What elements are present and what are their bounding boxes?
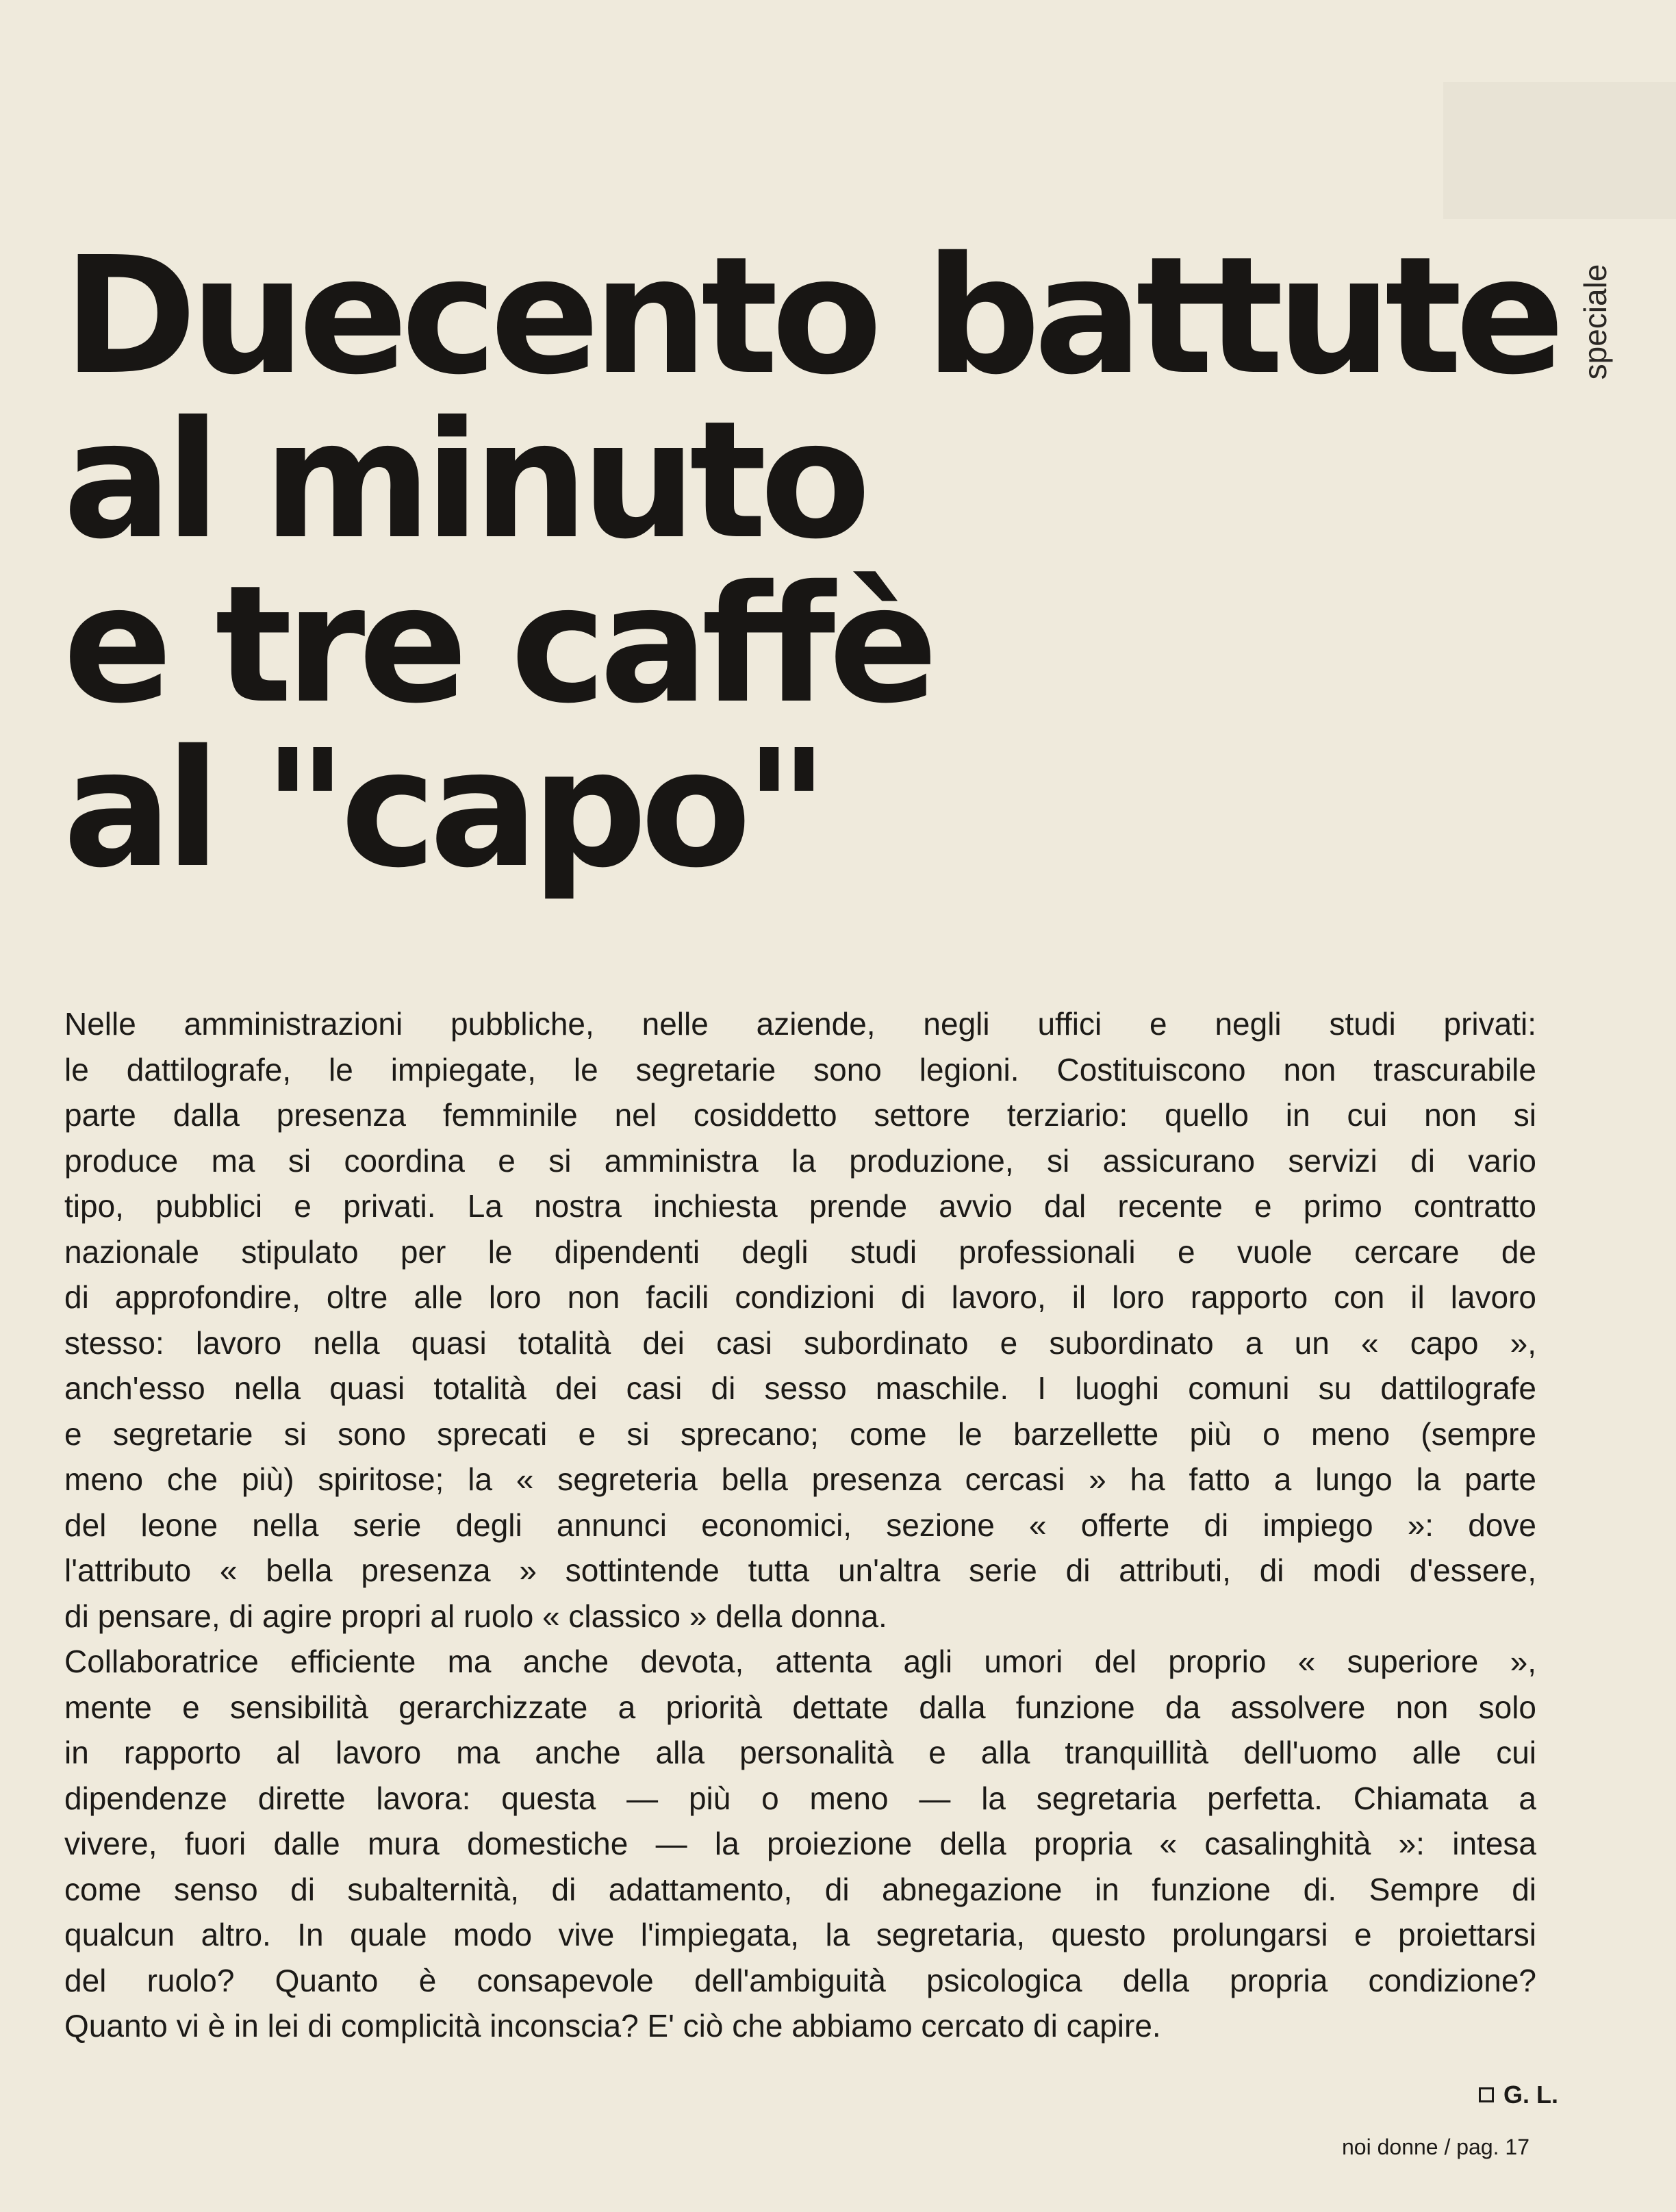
page-number: pag. 17 [1456,2135,1530,2159]
article-line: Collaboratrice efficiente ma anche devota, attenta agli umori del proprio « superiore », [64,1644,1536,1679]
article-line: anch'esso nella quasi totalità dei casi di sesso maschile. I luoghi comuni su dattilografe [64,1370,1536,1406]
article-line: di pensare, di agire propri al ruolo « classico » della donna. [64,1598,887,1634]
section-label-text: speciale [1577,264,1613,380]
author-signature [1479,2081,1558,2109]
footer-separator: / [1444,2135,1451,2159]
article-line: dipendenze dirette lavora: questa — più o meno — la segretaria perfetta. Chiamata a [64,1780,1536,1816]
article-line: mente e sensibilità gerarchizzate a priorità dettate dalla funzione da assolvere non solo [64,1689,1536,1725]
headline-line: e tre caffè [63,551,932,739]
square-bullet-icon [1479,2087,1494,2102]
article-line: nazionale stipulato per le dipendenti degli studi professionali e vuole cercare de [64,1233,1536,1270]
article-line: e segretarie si sono sprecati e si sprecano; come le barzellette più o meno (sempre [64,1416,1536,1452]
article-line: Nelle amministrazioni pubbliche, nelle aziende, negli uffici e negli studi privati: [64,1006,1536,1042]
article-line: del leone nella serie degli annunci economici, sezione « offerte di impiego »: dove [64,1507,1536,1543]
article-line: come senso di subalternità, di adattamento, di abnegazione in funzione di. Sempre di [64,1871,1536,1907]
article-line: stesso: lavoro nella quasi totalità dei casi subordinato e subordinato a un « capo », [64,1324,1536,1361]
article-line: Quanto vi è in lei di complicità inconscia? E' ciò che abbiamo cercato di capire. [64,2008,1161,2044]
article-line: vivere, fuori dalle mura domestiche — la proiezione della propria « casalinghità »: intesa [64,1826,1536,1861]
page-footer [1342,2135,1529,2160]
article-line: del ruolo? Quanto è consapevole dell'ambiguità psicologica della propria condizione? [64,1962,1536,1998]
article-line: di approfondire, oltre alle loro non facili condizioni di lavoro, il loro rapporto con il lavoro [64,1279,1536,1315]
section-label [1575,243,1616,401]
article-line: qualcun altro. In quale modo vive l'impiegata, la segretaria, questo prolungarsi e proiettarsi [64,1917,1536,1952]
headline-line: Duecento battute [63,222,1558,410]
article-body [64,1001,1536,2049]
article-line: tipo, pubblici e privati. La nostra inchiesta prende avvio dal recente e primo contratto [64,1188,1536,1224]
article-line: parte dalla presenza femminile nel cosiddetto settore terziario: quello in cui non si [64,1097,1536,1133]
article-line: meno che più) spiritose; la « segreteria bella presenza cercasi » ha fatto a lungo la parte [64,1461,1536,1497]
article-line: le dattilografe, le impiegate, le segretarie sono legioni. Costituiscono non trascurabile [64,1051,1536,1088]
bleed-through-block [1443,82,1676,219]
article-line: produce ma si coordina e si amministra la produzione, si assicurano servizi di vario [64,1142,1536,1179]
article-line: in rapporto al lavoro ma anche alla personalità e alla tranquillità dell'uomo alle cui [64,1735,1536,1770]
article-line: l'attributo « bella presenza » sottintende tutta un'altra serie di attributi, di modi d'essere, [64,1553,1536,1588]
headline-line: al "capo" [63,715,822,903]
article-headline [63,222,1558,903]
author-initials: G. L. [1503,2081,1558,2109]
magazine-name: noi donne [1342,2135,1438,2159]
headline-line: al minuto [63,386,865,575]
